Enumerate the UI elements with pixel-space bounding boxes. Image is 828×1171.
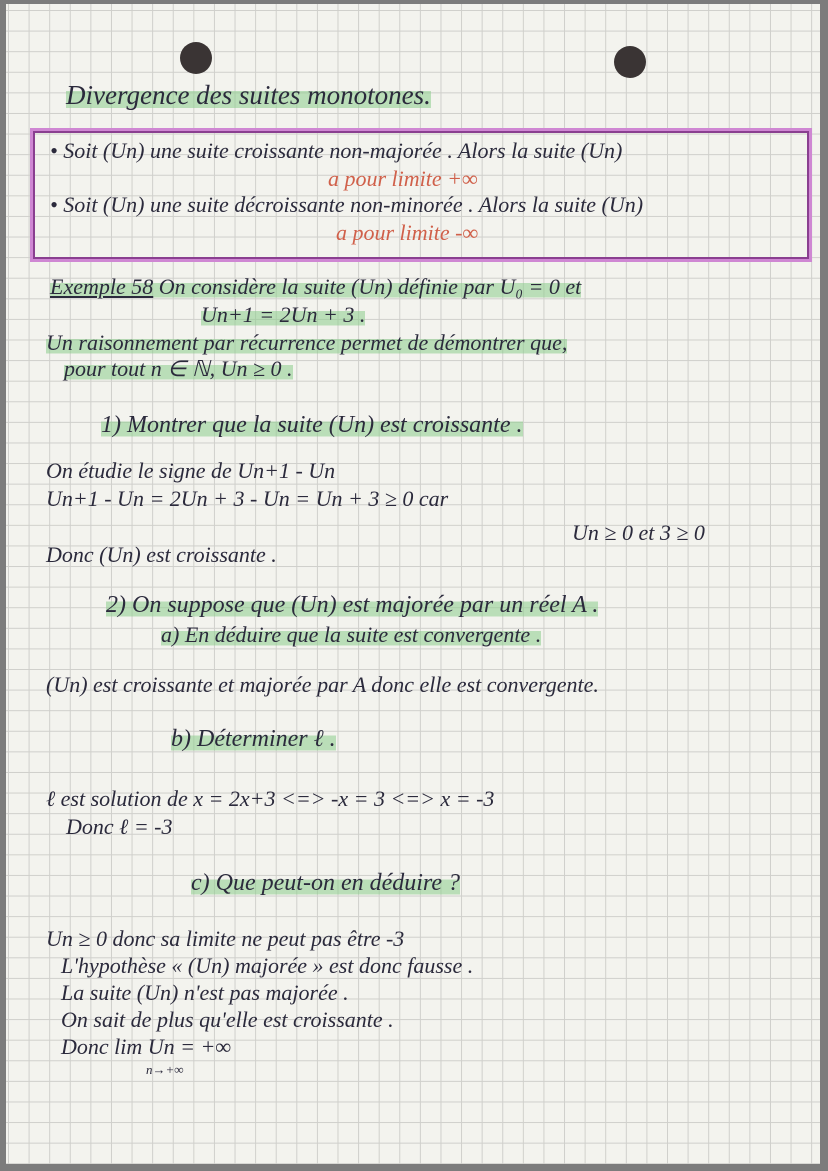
question-2-title: 2) On suppose que (Un) est majorée par un réel A . bbox=[106, 592, 599, 618]
punch-hole bbox=[614, 46, 646, 78]
q2a-answer: (Un) est croissante et majorée par A donc elle est convergente. bbox=[46, 672, 599, 697]
limit-subscript: n→+∞ bbox=[146, 1062, 184, 1077]
q2b-line-2: Donc ℓ = -3 bbox=[66, 814, 173, 839]
question-2a-title: a) En déduire que la suite est convergente . bbox=[161, 622, 542, 647]
q2c-line-1: Un ≥ 0 donc sa limite ne peut pas être -3 bbox=[46, 926, 405, 951]
page-title: Divergence des suites monotones. bbox=[66, 80, 431, 110]
q2c-line-4: On sait de plus qu'elle est croissante . bbox=[61, 1007, 394, 1032]
q1-line-1: On étudie le signe de Un+1 - Un bbox=[46, 458, 336, 483]
q2b-line-1: ℓ est solution de x = 2x+3 <=> -x = 3 <=> x = -3 bbox=[46, 786, 495, 811]
question-1-title: 1) Montrer que la suite (Un) est croissante . bbox=[101, 412, 523, 438]
notebook-page bbox=[6, 4, 820, 1164]
theorem-limit-2: a pour limite -∞ bbox=[336, 220, 479, 245]
question-2c-title: c) Que peut-on en déduire ? bbox=[191, 870, 461, 896]
theorem-line-2: • Soit (Un) une suite décroissante non-minorée . Alors la suite (Un) bbox=[50, 192, 644, 217]
example-reason-1: Un raisonnement par récurrence permet de démontrer que, bbox=[46, 330, 568, 355]
example-reason-2: pour tout n ∈ ℕ, Un ≥ 0 . bbox=[64, 356, 293, 381]
q2c-line-2: L'hypothèse « (Un) majorée » est donc fausse . bbox=[61, 953, 474, 978]
q1-line-4: Donc (Un) est croissante . bbox=[46, 542, 277, 567]
q1-line-3: Un ≥ 0 et 3 ≥ 0 bbox=[572, 520, 705, 545]
punch-hole bbox=[180, 42, 212, 74]
q2c-line-5: Donc lim Un = +∞ bbox=[61, 1034, 232, 1059]
theorem-limit-1: a pour limite +∞ bbox=[328, 166, 478, 191]
example-recurrence: Un+1 = 2Un + 3 . bbox=[201, 302, 366, 327]
question-2b-title: b) Déterminer ℓ . bbox=[171, 726, 336, 752]
example-label: Exemple 58 bbox=[50, 274, 154, 299]
q2c-line-3: La suite (Un) n'est pas majorée . bbox=[61, 980, 349, 1005]
q1-line-2: Un+1 - Un = 2Un + 3 - Un = Un + 3 ≥ 0 car bbox=[46, 486, 449, 511]
theorem-line-1: • Soit (Un) une suite croissante non-majorée . Alors la suite (Un) bbox=[50, 138, 623, 163]
example-intro: On considère la suite (Un) définie par U₀ = 0 et bbox=[158, 274, 582, 299]
